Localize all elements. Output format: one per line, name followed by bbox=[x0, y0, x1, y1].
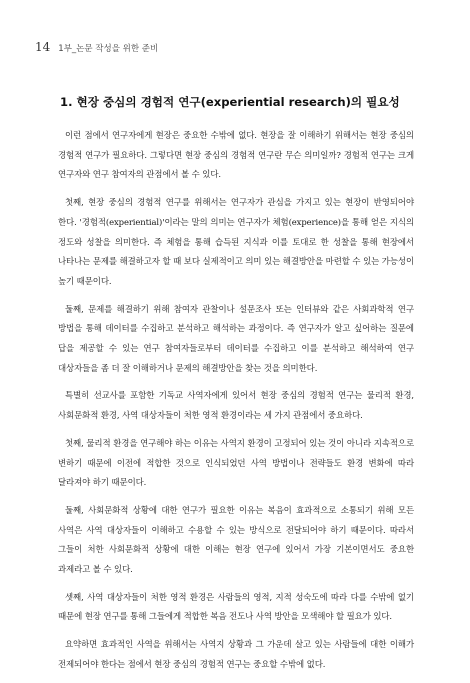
body-text bbox=[58, 126, 414, 683]
running-title: 1부_논문 작성을 위한 준비 bbox=[58, 44, 159, 54]
paragraph: 둘째, 사회문화적 상황에 대한 연구가 필요한 이유는 복음이 효과적으로 소통되기 위해 모든 사역은 사역 대상자들이 이해하고 수용할 수 있는 방식으로 전달되어야 하기 때문이다. 따라서 그들이 처한 사회문화적 상황에 대한 이해는 현장 연구에 있어서 가장 기본이면서도 중요한 과제라고 볼 수 있다. bbox=[58, 504, 414, 575]
paragraph: 셋째, 사역 대상자들이 처한 영적 환경은 사람들의 영적, 지적 성숙도에 따라 다를 수밖에 없기 때문에 현장 연구를 통해 그들에게 적합한 복음 전도나 사역 방안을 모색해야 할 필요가 있다. bbox=[58, 591, 414, 622]
paragraph: 특별히 선교사를 포함한 기독교 사역자에게 있어서 현장 중심의 경험적 연구는 물리적 환경, 사회문화적 환경, 사역 대상자들이 처한 영적 환경이라는 세 가지 관점에서 중요하다. bbox=[58, 390, 414, 421]
paragraph: 이런 점에서 연구자에게 현장은 중요한 수밖에 없다. 현장을 잘 이해하기 위해서는 현장 중심의 경험적 연구가 필요하다. 그렇다면 현장 중심의 경험적 연구란 무슨 의미일까? 경험적 연구는 크게 연구자와 연구 참여자의 관점에서 볼 수 있다. bbox=[58, 130, 414, 180]
section-title: 1. 현장 중심의 경험적 연구(experiential research)의 필요성 bbox=[60, 95, 400, 109]
paragraph: 둘째, 문제를 해결하기 위해 참여자 관찰이나 설문조사 또는 인터뷰와 같은 사회과학적 연구 방법을 통해 데이터를 수집하고 분석하고 해석하는 과정이다. 즉 연구자가 알고 싶어하는 질문에 답을 제공할 수 있는 연구 참여자들로부터 데이터를 수집하고 이를 분석하고 해석하여 연구 대상자들을 좀 더 잘 이해하거나 문제의 해결방안을 찾는 것을 의미한다. bbox=[58, 303, 414, 373]
page-header bbox=[35, 40, 158, 54]
paragraph: 첫째, 현장 중심의 경험적 연구를 위해서는 연구자가 관심을 가지고 있는 현장이 반영되어야 한다. '경험적(experiential)'이라는 말의 의미는 연구자가 체험(experience)을 통해 얻은 지식의 정도와 성찰을 의미한다. 즉 체험을 통해 습득된 지식과 이를 토대로 한 성찰을 통해 현장에서 나타나는 문제를 해결하고자 할 때 보다 실제적이고 의미 있는 해결방안을 마련할 수 있는 가능성이 높기 때문이다. bbox=[58, 197, 414, 286]
paragraph: 첫째, 물리적 환경을 연구해야 하는 이유는 사역지 환경이 고정되어 있는 것이 아니라 지속적으로 변하기 때문에 이전에 적합한 것으로 인식되었던 사역 방법이나 전략들도 환경 변화에 따라 달라져야 하기 때문이다. bbox=[58, 437, 414, 488]
paragraph: 요약하면 효과적인 사역을 위해서는 사역지 상황과 그 가운데 살고 있는 사람들에 대한 이해가 전제되어야 한다는 점에서 현장 중심의 경험적 연구는 중요할 수밖에 없다. bbox=[58, 639, 414, 669]
page-number: 14 bbox=[35, 40, 51, 54]
